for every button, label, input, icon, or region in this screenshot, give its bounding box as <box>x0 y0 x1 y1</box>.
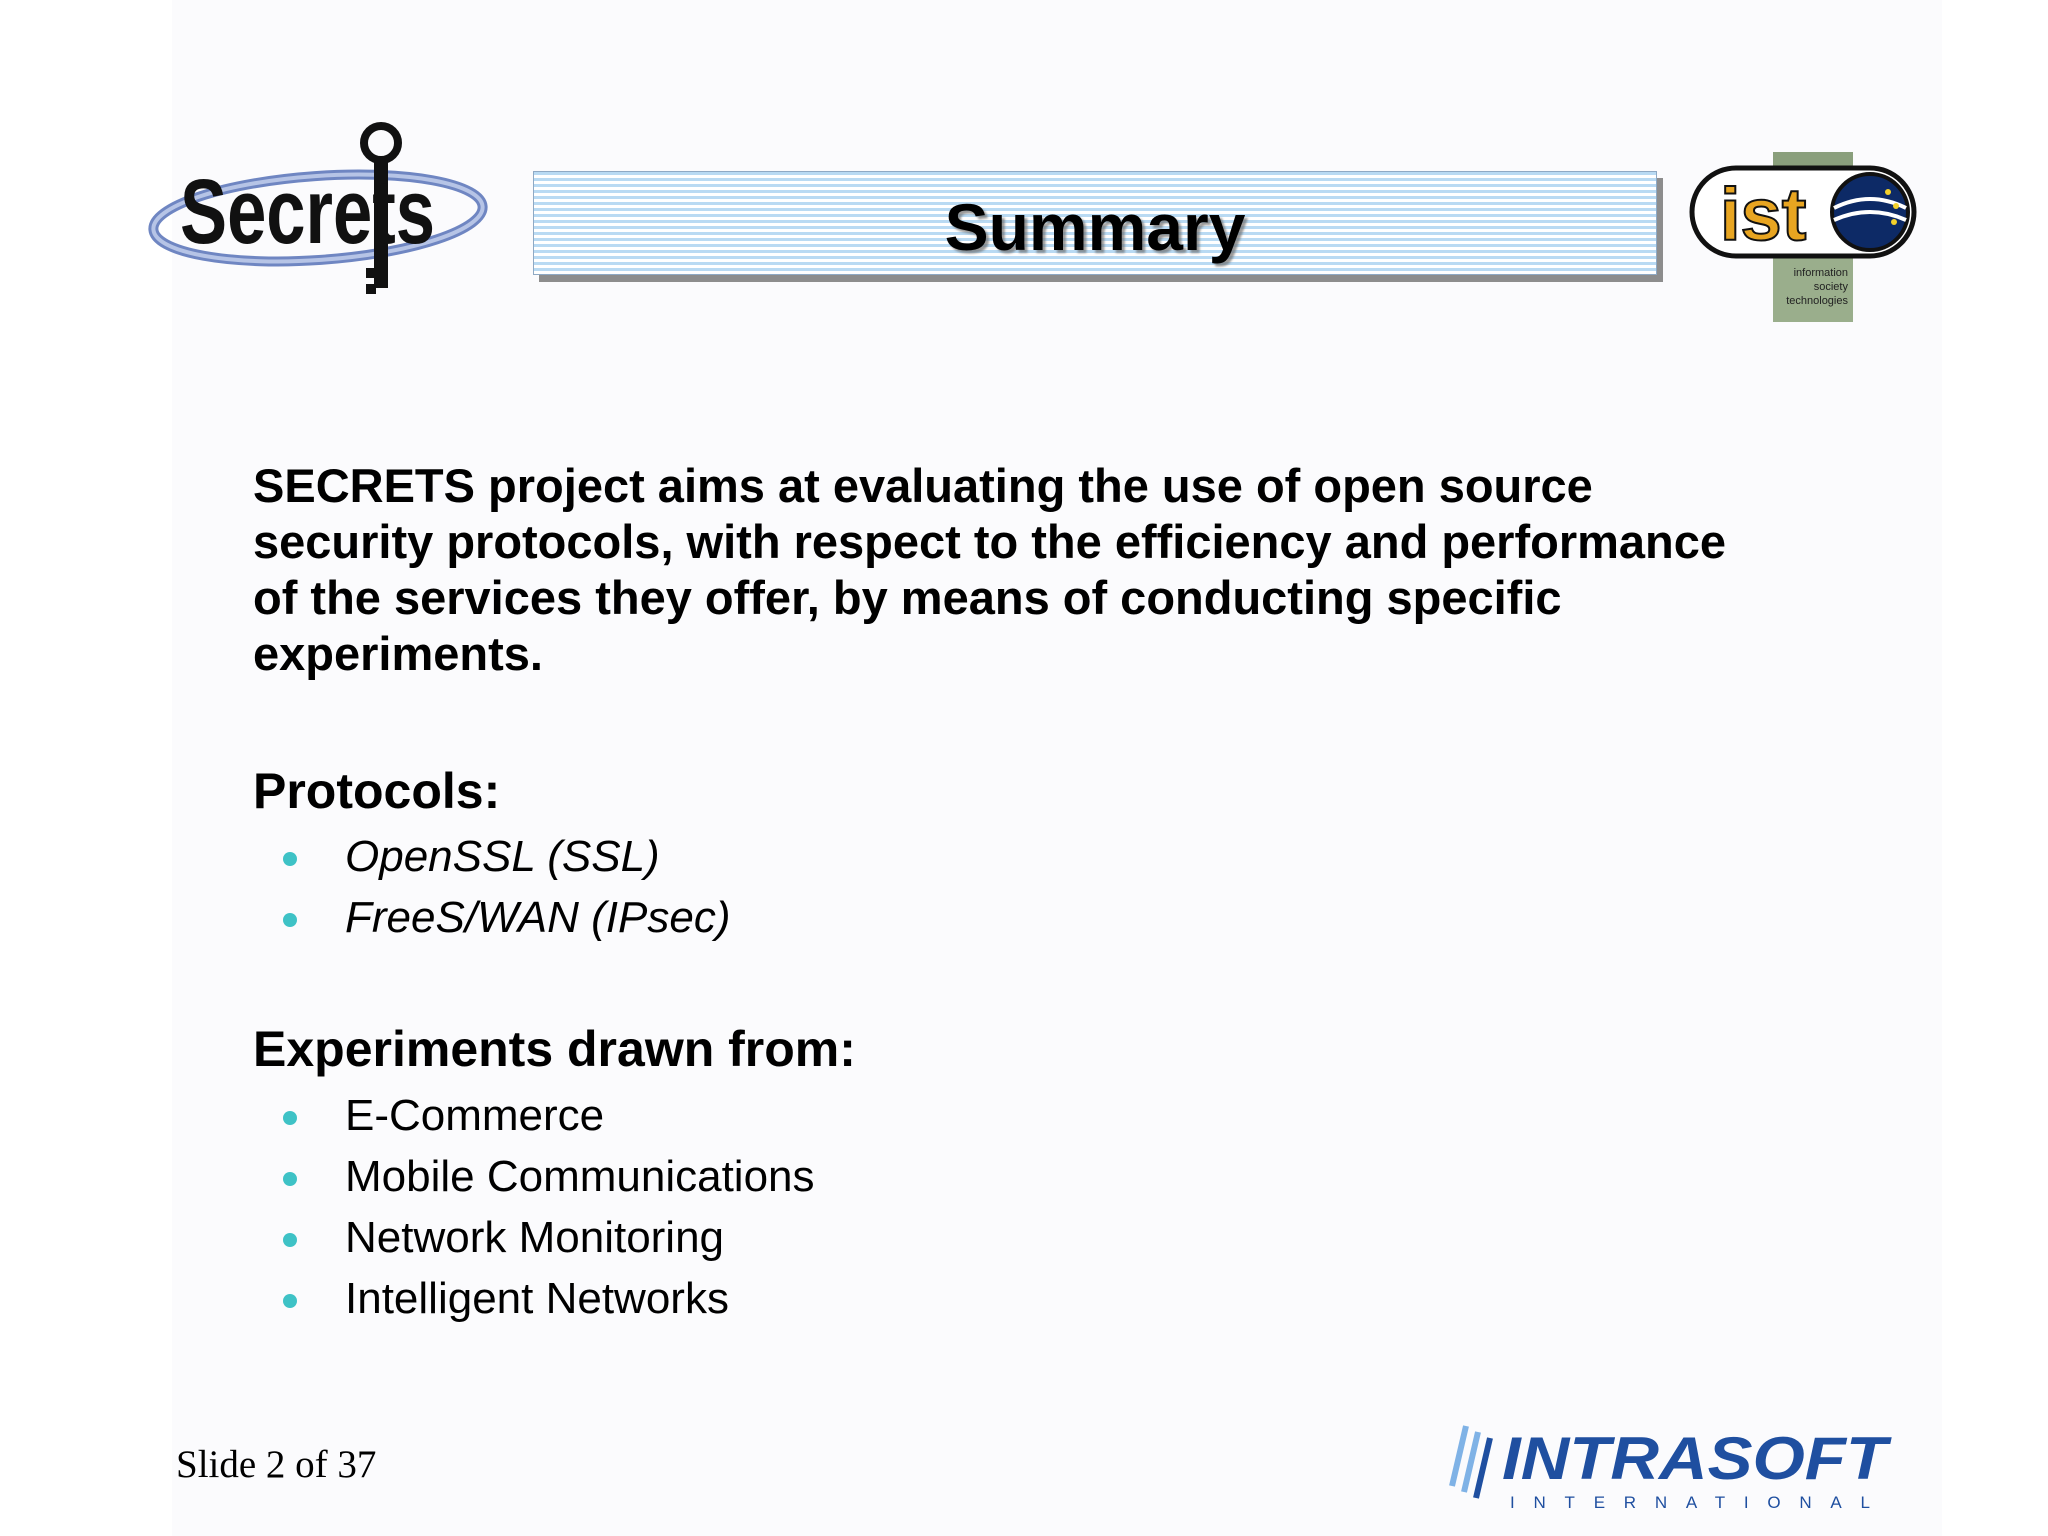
list-item <box>253 1207 815 1268</box>
intrasoft-name: INTRASOFT <box>1502 1425 1892 1492</box>
bullet-icon <box>283 1172 297 1186</box>
experiment-item-label: Network Monitoring <box>345 1213 725 1262</box>
bullet-icon <box>283 913 297 927</box>
ist-logo <box>1688 150 1928 325</box>
protocols-list <box>253 826 730 948</box>
intrasoft-logo <box>1440 1416 1900 1516</box>
intrasoft-sub: INTERNATIONAL <box>1510 1493 1870 1512</box>
bullet-icon <box>283 1294 297 1308</box>
experiments-heading: Experiments drawn from: <box>253 1021 856 1077</box>
list-item <box>253 826 730 887</box>
intro-paragraph <box>253 458 1903 682</box>
bullet-icon <box>283 852 297 866</box>
title-banner <box>533 171 1657 275</box>
intro-line: of the services they offer, by means of conducting specific <box>253 571 1562 624</box>
list-item <box>253 1085 815 1146</box>
slide-title: Summary <box>944 190 1246 264</box>
experiment-item-label: Mobile Communications <box>345 1152 815 1201</box>
protocol-item-label: OpenSSL (SSL) <box>345 832 660 881</box>
list-item <box>253 887 730 948</box>
protocols-heading: Protocols: <box>253 763 501 819</box>
ist-caption-line-1: information <box>1793 267 1848 279</box>
list-item <box>253 1268 815 1329</box>
ist-caption-line-3: technologies <box>1786 295 1848 307</box>
ist-caption-line-2: society <box>1813 281 1848 293</box>
secrets-logo-text: Secrets <box>180 161 435 263</box>
ist-logo-text: ist <box>1720 173 1807 256</box>
experiments-list <box>253 1085 815 1329</box>
experiment-item-label: E-Commerce <box>345 1091 605 1140</box>
experiment-item-label: Intelligent Networks <box>345 1274 729 1323</box>
bullet-icon <box>283 1233 297 1247</box>
list-item <box>253 1146 815 1207</box>
bullet-icon <box>283 1111 297 1125</box>
slide-number: Slide 2 of 37 <box>176 1443 377 1486</box>
secrets-logo <box>140 118 490 308</box>
intro-line: security protocols, with respect to the efficiency and performance <box>253 515 1727 568</box>
protocol-item-label: FreeS/WAN (IPsec) <box>345 893 731 942</box>
intro-line: experiments. <box>253 627 543 680</box>
intro-line: SECRETS project aims at evaluating the use of open source <box>253 459 1593 512</box>
